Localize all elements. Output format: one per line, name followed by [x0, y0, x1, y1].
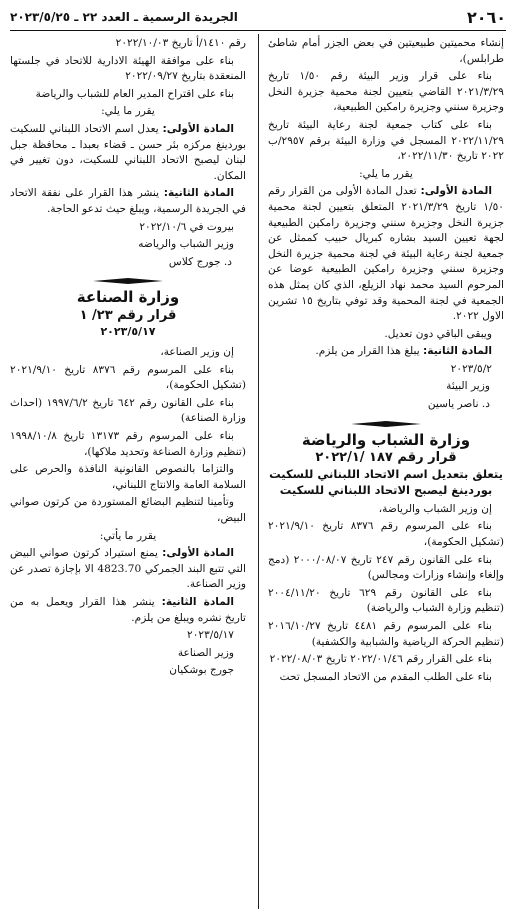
article-label: المادة الأولى: — [162, 547, 234, 560]
left-column — [10, 36, 246, 913]
article-2 — [10, 186, 246, 217]
ministry-heading: وزارة الصناعة — [76, 288, 180, 307]
article-text: تعدل المادة الأولى من القرار رقم ١/٥٠ تاريخ ٢٠٢١/٣/٢٩ المتعلق بتعيين لجنة محمية جزيرة النخل وجزيرة سنني وجزيرة رامكين الطبيعية لجهة تعيين السيد بشاره كبريال حبيب كممثل عن جمعية لجنة رعاية البيئة في لجنة محمية جزيرة النخل وجزيرة سنني وجزيرة رامكين الطبيعية عوضا عن المرحوم السيد محمد نهاد الزيلع، الذي كان يمثل هذه الجمعية في لجنة المحمية وقد توفي بتاريخ ١٥ تشرين الاول ٢٠٢٢. — [268, 185, 504, 323]
signature-name: د. جورج كلاس — [168, 255, 232, 268]
ministry-heading: وزارة الشباب والرياضة — [301, 430, 471, 449]
column-divider — [258, 34, 259, 909]
decision-date: ٢٠٢٣/٥/٢ — [450, 362, 492, 375]
preamble-line: إن وزير الشباب والرياضة، — [378, 502, 492, 515]
article-label: المادة الثانية: — [161, 596, 234, 608]
decision-date: ٢٠٢٣/٥/١٧ — [100, 324, 156, 338]
preamble-line: إن وزير الصناعة، — [160, 346, 234, 359]
article-text: ينشر هذا القرار ويعمل به من تاريخ نشره ويبلغ من يلزم. — [10, 596, 246, 624]
article-2 — [10, 595, 246, 626]
article-text: يبلغ هذا القرار من يلزم. — [315, 345, 420, 358]
decides-heading: يقرر ما يأتي: — [99, 529, 157, 542]
preamble-line: بناء على القانون رقم ٦٢٩ تاريخ ٢٠٠٤/١١/٢٠ (تنظيم وزارة الشباب والرياضة) — [268, 586, 504, 615]
page-number: ٢٠٦٠ — [466, 7, 506, 27]
preamble-line: بناء على المرسوم رقم ٤٤٨١ تاريخ ٢٠١٦/١٠/٢٧ (تنظيم الحركة الرياضية والشبابية والكشفية) — [268, 620, 504, 648]
text-line: رقم ١٤١٠/أ تاريخ ٢٠٢٢/١٠/٠٣ — [115, 37, 246, 49]
text-line: ويبقى الباقي دون تعديل. — [384, 327, 492, 340]
decision-number: قرار رقم ٢٣/ ١ — [79, 307, 177, 323]
publication-title: الجريدة الرسمية ـ العدد ٢٢ ـ ٢٠٢٣/٥/٢٥ — [10, 10, 238, 24]
place-date: بيروت في ٢٠٢٢/١٠/٦ — [139, 220, 234, 233]
text-line: إنشاء محميتين طبيعيتين في بعض الجزر أمام شاطئ طرابلس)، — [268, 37, 504, 65]
decides-heading: يقرر ما يلي: — [359, 167, 413, 180]
preamble-line: بناء على القرار رقم ٢٠٢٢/٠١/٤٦ تاريخ ٢٠٢٢/٠٨/٠٣ — [269, 653, 492, 666]
signature-title: وزير الشباب والرياضه — [138, 238, 234, 251]
text-line: بناء على اقتراح المدير العام للشباب والرياضة — [35, 87, 234, 100]
signature-title: وزير البيئة — [446, 380, 490, 393]
article-text: يمنع استيراد كرتون صواني البيض التي تتبع البند الجمركي 4823.70 الا بإجازة تصدر عن وزير الصناعة. — [10, 547, 246, 591]
article-label: المادة الثانية: — [163, 187, 234, 200]
article-2 — [268, 344, 504, 360]
signature-title: وزير الصناعة — [177, 646, 234, 659]
preamble-line: والتزاما بالنصوص القانونية النافذة والحرص على السلامة العامة والانتاج اللبناني، — [10, 463, 246, 491]
decision-date: ٢٠٢٣/٥/١٧ — [187, 629, 234, 642]
text-line: بناء على كتاب جمعية لجنة رعاية البيئة تاريخ ٢٠٢٢/١١/٢٩ المسجل في وزارة البيئة برقم ٢٩٥٧/ب ٢٠٢٢ تاريخ ٢٠٢٢/١١/٣٠، — [268, 118, 504, 163]
preamble-line: وتأمينا لتنظيم البضائع المستوردة من كرتون صواني البيض، — [10, 496, 246, 525]
decision-subject: يتعلق بتعديل اسم الاتحاد اللبناني للسكيت بوردينغ ليصبح الاتحاد اللبناني للسكيت — [269, 466, 503, 497]
preamble-line: بناء على القانون رقم ٢٤٧ تاريخ ٢٠٠٠/٠٨/٠٧ (دمج وإلغاء وإنشاء وزارات ومجالس) — [268, 553, 504, 582]
article-text: يعدل اسم الاتحاد اللبناني للسكيت بوردينغ مركزه بئر حسن ـ قضاء بعبدا ـ محافظة جبل لبنان ليصبح الاتحاد اللبناني للسكيت، دون تغيير في المكان. — [10, 122, 246, 182]
section-separator — [351, 421, 421, 427]
preamble-line: بناء على المرسوم رقم ٨٣٧٦ تاريخ ٢٠٢١/٩/١٠ (تشكيل الحكومة)، — [268, 520, 504, 549]
decides-heading: يقرر ما يلي: — [101, 105, 155, 118]
preamble-line: بناء على الطلب المقدم من الاتحاد المسجل تحت — [279, 670, 492, 683]
section-separator — [93, 278, 163, 284]
article-label: المادة الأولى: — [420, 185, 492, 198]
signature-name: د. ناصر ياسين — [427, 398, 490, 411]
text-line: بناء على قرار وزير البيئة رقم ١/٥٠ تاريخ ٢٠٢١/٣/٢٩ القاضي بتعيين لجنة محمية جزيرة النخل وجزيرة سنني وجزيرة رامكين الطبيعية، — [268, 70, 504, 114]
preamble-line: بناء على المرسوم رقم ٨٣٧٦ تاريخ ٢٠٢١/٩/١٠ (تشكيل الحكومة)، — [10, 363, 246, 392]
decision-number: قرار رقم ١٨٧ /٢٠٢٢/١ — [315, 450, 457, 466]
article-label: المادة الثانية: — [423, 345, 492, 358]
article-1 — [10, 122, 246, 184]
article-label: المادة الأولى: — [162, 122, 234, 135]
text-line: بناء على موافقة الهيئة الادارية للاتحاد في جلستها المنعقدة بتاريخ ٢٠٢٢/٠٩/٢٧ — [10, 54, 246, 83]
right-column — [268, 36, 504, 913]
page-header — [10, 6, 506, 31]
preamble-line: بناء على المرسوم رقم ١٣١٧٣ تاريخ ١٩٩٨/١٠/٨ (تنظيم وزارة الصناعة وتحديد ملاكها)، — [10, 430, 246, 458]
preamble-line: بناء على القانون رقم ٦٤٢ تاريخ ١٩٩٧/٦/٢ (احداث وزارة الصناعة) — [10, 396, 246, 425]
article-text: ينشر هذا القرار على نفقة الاتحاد في الجريدة الرسمية، ويبلغ حيث تدعو الحاجة. — [10, 187, 246, 215]
article-1 — [268, 184, 504, 324]
article-1 — [10, 546, 246, 593]
signature-name: جورج بوشكيان — [169, 664, 234, 677]
